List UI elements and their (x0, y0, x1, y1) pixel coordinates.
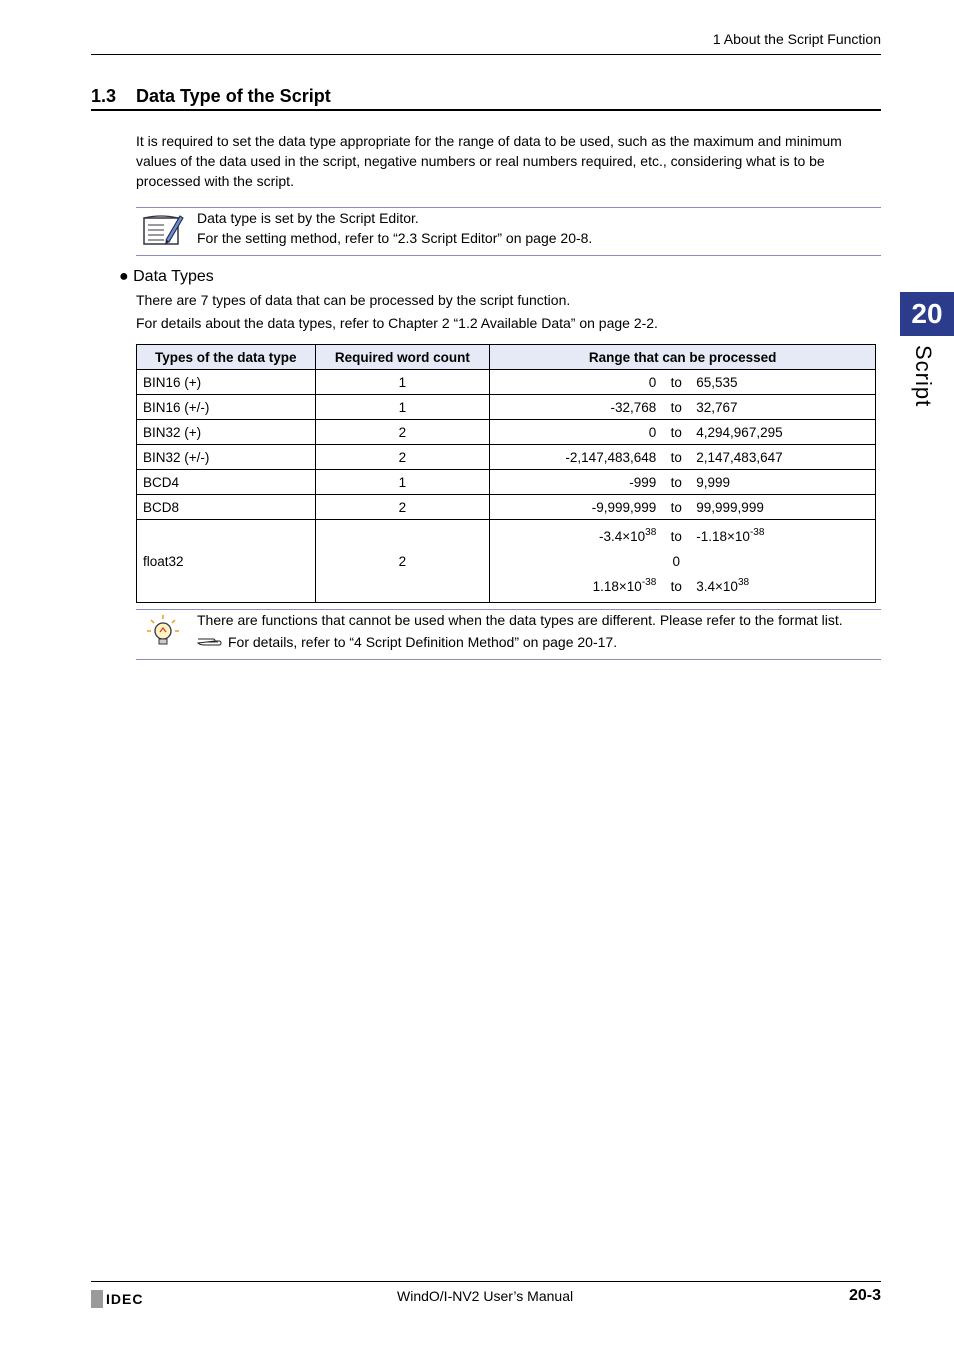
type-cell: BIN16 (+) (137, 370, 316, 395)
range-to: to (670, 578, 682, 594)
range-min: 0 (648, 374, 657, 390)
word-count-cell: 1 (315, 370, 490, 395)
section-title-text: Data Type of the Script (136, 86, 331, 106)
note-tip (197, 610, 887, 652)
range-negative (496, 524, 869, 548)
range-to: to (670, 374, 682, 390)
data-types-intro (136, 290, 886, 333)
running-header: 1 About the Script Function (712, 31, 881, 47)
note-line: Data type is set by the Script Editor. (197, 210, 419, 226)
range-max: -1.18×10 (696, 528, 750, 544)
header-rule (91, 54, 881, 55)
subheading-text: Data Types (133, 268, 214, 285)
data-type-table (136, 344, 876, 603)
body-line: There are 7 types of data that can be processed by the script function. (136, 292, 571, 308)
table-row (137, 395, 876, 420)
range-min: -9,999,999 (591, 499, 657, 515)
range-max: 65,535 (696, 374, 738, 390)
range-zero (496, 548, 869, 574)
range-max: 4,294,967,295 (696, 424, 783, 440)
word-count-cell: 1 (315, 395, 490, 420)
type-cell: BCD8 (137, 495, 316, 520)
range-zero-value: 0 (672, 553, 681, 569)
exponent: 38 (737, 576, 750, 588)
brand-logo (91, 1290, 143, 1308)
range-positive (496, 574, 869, 598)
table-row (137, 420, 876, 445)
note-memo (197, 208, 877, 248)
chapter-tab-number: 20 (911, 298, 943, 329)
lightbulb-icon (146, 614, 180, 653)
type-cell: float32 (137, 520, 316, 603)
chapter-tab-label: Script (911, 345, 936, 408)
section-title (91, 86, 331, 107)
word-count-cell: 2 (315, 495, 490, 520)
intro-line: values of the data used in the script, negative numbers or real numbers required, etc., considering what is to be (136, 153, 825, 169)
range-min: 0 (648, 424, 657, 440)
tip-link-text[interactable]: For details, refer to “4 Script Definition Method” on page 20-17. (228, 634, 618, 650)
word-count-cell: 1 (315, 470, 490, 495)
range-to: to (670, 424, 682, 440)
type-cell: BIN16 (+/-) (137, 395, 316, 420)
footer-rule (91, 1281, 881, 1282)
chapter-tab[interactable] (900, 292, 954, 336)
table-row-float32 (137, 520, 876, 603)
type-cell: BCD4 (137, 470, 316, 495)
range-cell (496, 475, 869, 490)
range-cell (496, 450, 869, 465)
range-cell (496, 425, 869, 440)
bullet-icon: ● (119, 268, 129, 285)
range-to: to (670, 474, 682, 490)
tip-line: There are functions that cannot be used when the data types are different. Please refer to the format list. (197, 612, 843, 628)
range-max: 2,147,483,647 (696, 449, 783, 465)
type-cell: BIN32 (+/-) (137, 445, 316, 470)
section-rule (91, 109, 881, 111)
range-min: -32,768 (610, 399, 657, 415)
range-min: -999 (629, 474, 657, 490)
word-count-cell: 2 (315, 520, 490, 603)
exponent: -38 (641, 576, 657, 588)
note-link-text[interactable]: For the setting method, refer to “2.3 Script Editor” on page 20-8. (197, 230, 593, 246)
range-min: -3.4×10 (598, 528, 646, 544)
tip-rule-bottom (136, 659, 881, 660)
table-row (137, 495, 876, 520)
section-number: 1.3 (91, 86, 117, 106)
note-rule-bottom (136, 255, 881, 256)
page-number: 20-3 (848, 1287, 881, 1304)
range-max: 9,999 (696, 474, 731, 490)
manual-title: WindO/I-NV2 User’s Manual (397, 1288, 574, 1304)
body-link-text[interactable]: For details about the data types, refer to Chapter 2 “1.2 Available Data” on page 2-2. (136, 315, 658, 331)
memo-icon (142, 212, 184, 253)
column-header: Range that can be processed (490, 345, 876, 370)
range-to: to (670, 399, 682, 415)
range-cell (496, 500, 869, 515)
table-row (137, 445, 876, 470)
intro-line: It is required to set the data type appropriate for the range of data to be used, such as the maximum and minimum (136, 133, 842, 149)
exponent: 38 (645, 526, 657, 538)
range-cell (496, 400, 869, 415)
range-min: -2,147,483,648 (565, 449, 657, 465)
table-row (137, 370, 876, 395)
range-max: 32,767 (696, 399, 738, 415)
range-to: to (670, 528, 682, 544)
range-max: 3.4×10 (696, 578, 738, 594)
logo-mark (91, 1290, 103, 1308)
tip-reference[interactable] (197, 632, 887, 652)
exponent: -38 (749, 526, 765, 538)
subheading (119, 268, 214, 286)
range-to: to (670, 449, 682, 465)
pointing-hand-icon (197, 632, 223, 652)
word-count-cell: 2 (315, 420, 490, 445)
range-cell (496, 375, 869, 390)
intro-line: processed with the script. (136, 173, 294, 189)
table-row (137, 470, 876, 495)
range-max: 99,999,999 (696, 499, 764, 515)
word-count-cell: 2 (315, 445, 490, 470)
column-header: Required word count (315, 345, 490, 370)
range-to: to (670, 499, 682, 515)
type-cell: BIN32 (+) (137, 420, 316, 445)
intro-paragraph (136, 131, 886, 191)
range-min: 1.18×10 (592, 578, 642, 594)
logo-text: IDEC (106, 1291, 144, 1307)
table-header-row (137, 345, 876, 370)
column-header: Types of the data type (137, 345, 316, 370)
